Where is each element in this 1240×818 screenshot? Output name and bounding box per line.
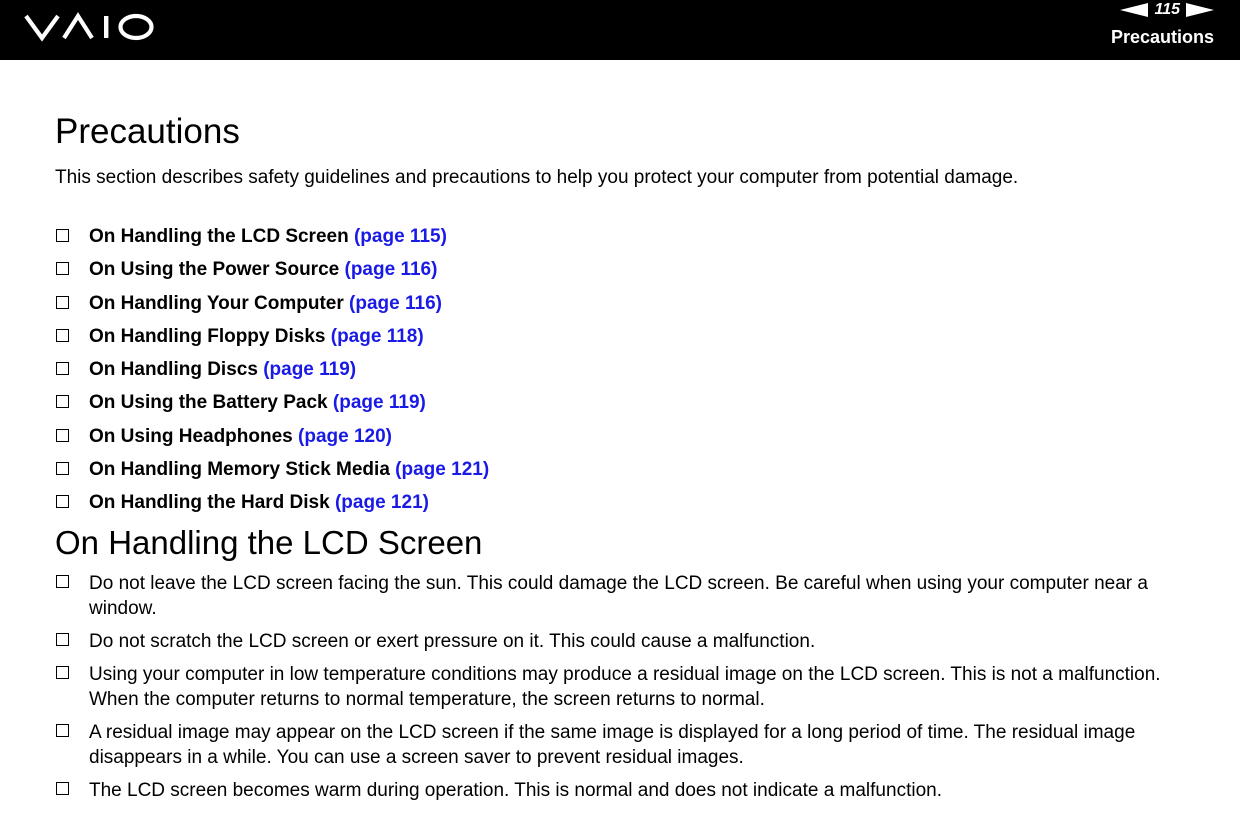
toc-item — [55, 225, 1215, 258]
page-header — [0, 0, 1240, 60]
checkbox-icon — [56, 362, 69, 375]
list-item-text: Using your computer in low temperature conditions may produce a residual image on the LCD screen. This is not a malfunction. When the computer returns to normal temperature, the screen returns to normal. — [89, 663, 1161, 710]
toc-page-link[interactable]: (page 120) — [298, 425, 393, 447]
checkbox-icon — [56, 429, 69, 442]
page-number: 115 — [1154, 1, 1180, 18]
previous-page-arrow-icon[interactable] — [1120, 3, 1148, 17]
toc-page-link[interactable]: (page 119) — [332, 392, 426, 414]
toc-item — [55, 258, 1215, 291]
toc-item-label: On Handling the LCD Screen — [89, 226, 349, 247]
toc-page-link[interactable]: (page 115) — [353, 226, 447, 247]
toc-item-label: On Using the Battery Pack — [89, 392, 328, 414]
toc-item-label: On Handling Discs — [89, 359, 258, 381]
checkbox-icon — [56, 495, 69, 508]
list-item — [55, 662, 1215, 712]
toc-item — [55, 491, 1215, 524]
toc-item-label: On Handling Memory Stick Media — [89, 459, 390, 481]
checkbox-icon — [56, 462, 69, 475]
toc-item — [55, 458, 1215, 491]
toc-item — [55, 358, 1215, 391]
intro-text: This section describes safety guidelines and precautions to help you protect your computer from potential damage. — [55, 167, 1019, 188]
checkbox-icon — [56, 666, 69, 679]
list-item — [55, 571, 1215, 621]
toc-page-link[interactable]: (page 116) — [349, 292, 442, 314]
section-heading: On Handling the LCD Screen — [55, 523, 483, 561]
toc-page-link[interactable]: (page 121) — [334, 492, 429, 514]
toc-item-label: On Using the Power Source — [89, 259, 340, 281]
toc-item — [55, 292, 1215, 325]
toc-item-label: On Handling the Hard Disk — [89, 492, 330, 514]
list-item-text: The LCD screen becomes warm during operation. This is normal and does not indicate a malfunction. — [89, 779, 942, 801]
list-item-text: A residual image may appear on the LCD screen if the same image is displayed for a long period of time. The residual image disappears in a while. You can use a screen saver to prevent residual images. — [89, 721, 1136, 768]
checkbox-icon — [56, 262, 69, 275]
list-item-text: Do not leave the LCD screen facing the sun. This could damage the LCD screen. Be careful when using your computer near a window. — [89, 572, 1148, 619]
toc-item-label: On Using Headphones — [89, 425, 293, 447]
next-page-arrow-icon[interactable] — [1186, 3, 1214, 17]
checkbox-icon — [56, 329, 69, 342]
checkbox-icon — [56, 724, 69, 737]
toc-page-link[interactable]: (page 116) — [344, 259, 438, 281]
checkbox-icon — [56, 575, 69, 588]
toc-page-link[interactable]: (page 118) — [330, 325, 424, 347]
checkbox-icon — [56, 633, 69, 646]
toc-page-link[interactable]: (page 121) — [395, 459, 490, 481]
checkbox-icon — [56, 395, 69, 408]
vaio-logo — [24, 12, 156, 47]
precaution-list — [55, 571, 1215, 803]
list-item — [55, 778, 1215, 803]
toc-item — [55, 325, 1215, 358]
header-section-name: Precautions — [1110, 27, 1214, 47]
page-navigation — [1120, 0, 1214, 20]
list-item — [55, 629, 1215, 654]
checkbox-icon — [56, 296, 69, 309]
toc-item-label: On Handling Floppy Disks — [89, 325, 326, 347]
toc-item-label: On Handling Your Computer — [89, 292, 344, 314]
toc-item — [55, 391, 1215, 424]
toc-item — [55, 425, 1215, 458]
checkbox-icon — [56, 782, 69, 795]
section-toc — [55, 225, 1215, 525]
list-item — [55, 720, 1215, 770]
list-item-text: Do not scratch the LCD screen or exert pressure on it. This could cause a malfunction. — [89, 630, 816, 652]
checkbox-icon — [56, 229, 69, 242]
main-content — [55, 110, 1215, 811]
toc-page-link[interactable]: (page 119) — [263, 359, 357, 381]
page-title: Precautions — [55, 112, 240, 151]
